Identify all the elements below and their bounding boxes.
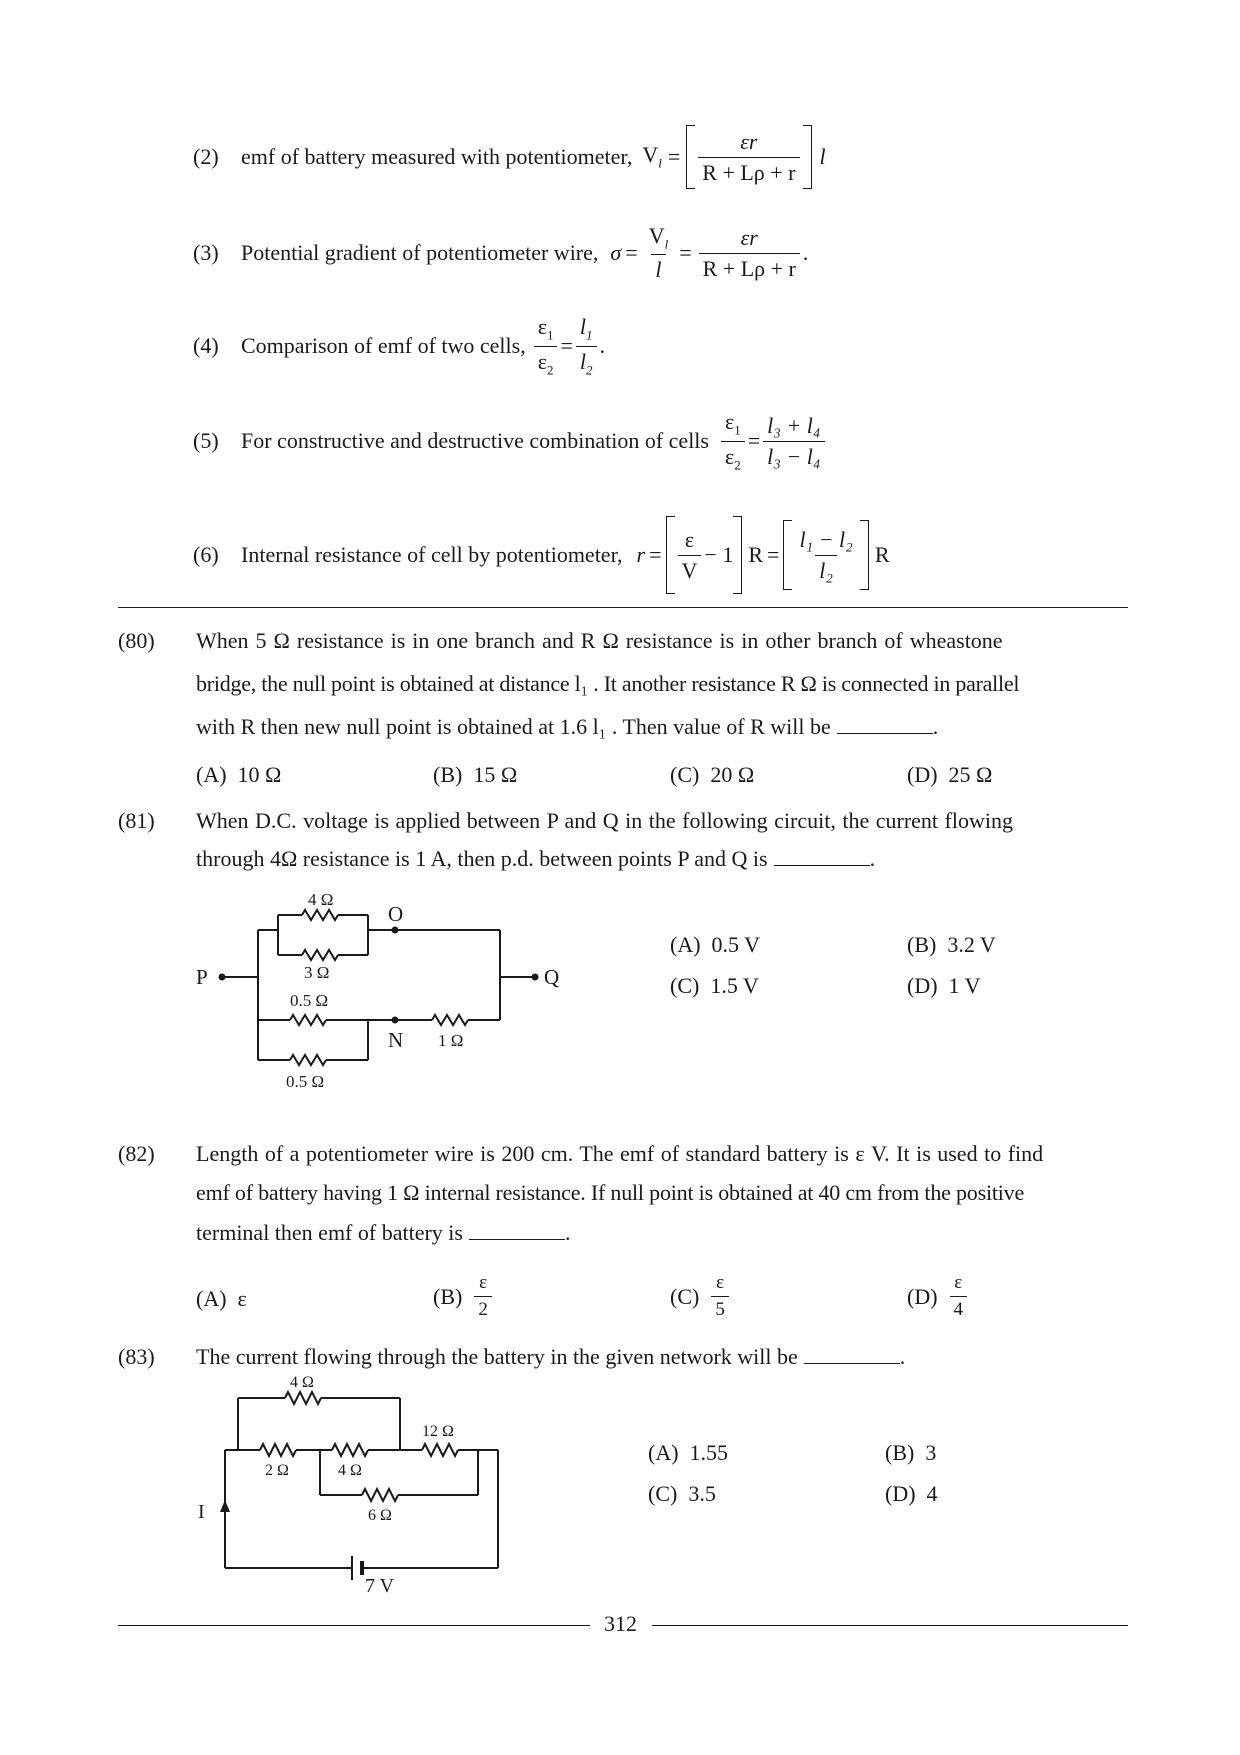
formula-5-number: (5) (193, 428, 219, 453)
question-82-option-a[interactable]: (A) ε (196, 1286, 247, 1311)
left-bracket (666, 516, 675, 594)
circuit-diagram-83 (190, 1370, 520, 1595)
answer-blank (469, 1239, 565, 1240)
resistor-label-12-ohm: 12 Ω (422, 1423, 454, 1440)
minus-one: − 1 (704, 542, 734, 567)
footer-rule-right (652, 1625, 1128, 1626)
question-80-number: (80) (118, 628, 155, 653)
formula-2-tail: l (819, 144, 826, 169)
question-80-option-d[interactable]: (D) 25 Ω (907, 762, 993, 787)
question-83-number: (83) (118, 1344, 155, 1369)
battery-label: 7 V (365, 1575, 395, 1595)
formula-4-tail: . (599, 333, 606, 358)
resistor-label-0-5-ohm-bottom: 0.5 Ω (286, 1072, 325, 1091)
formula-3-number: (3) (193, 240, 219, 265)
left-bracket (783, 520, 792, 590)
formula-4-length-ratio: $\frac{l_1}{l_2}$ (576, 314, 597, 378)
question-83-line-1: The current flowing through the battery in the given network will be . (196, 1344, 906, 1369)
question-82-line-2: emf of battery having 1 Ω internal resistance. If null point is obtained at 40 cm from the positive (196, 1180, 1025, 1205)
question-81-option-c[interactable]: (C) 1.5 V (670, 973, 759, 998)
question-80-option-c[interactable]: (C) 20 Ω (670, 762, 755, 787)
answer-blank (774, 865, 870, 866)
question-82-option-b[interactable]: (B) $\frac{\varepsilon}{2}$ (433, 1272, 495, 1321)
terminal-q-label: Q (544, 965, 560, 989)
formula-3-text: Potential gradient of potentiometer wire, (241, 240, 599, 265)
formula-2-fraction (698, 129, 799, 186)
circuit-diagram-81 (190, 885, 580, 1095)
footer-rule-left (118, 1625, 590, 1626)
question-82-number: (82) (118, 1141, 155, 1166)
question-80-option-a[interactable]: (A) 10 Ω (196, 762, 282, 787)
fraction-denominator: R + Lρ + r (698, 157, 799, 186)
sigma-symbol: σ (610, 240, 622, 265)
formula-2-number: (2) (193, 144, 219, 169)
question-82-option-c[interactable]: (C) $\frac{\varepsilon}{5}$ (670, 1272, 732, 1321)
question-80-line-2: bridge, the null point is obtained at distance l₁ . It another resistance R Ω is connected in parallel (196, 671, 1020, 696)
formula-4 (193, 315, 605, 377)
formula-4-text: Comparison of emf of two cells, (241, 333, 526, 358)
fraction-numerator: εr (740, 128, 758, 154)
resistor-label-1-ohm: 1 Ω (438, 1031, 464, 1050)
question-81-option-b[interactable]: (B) 3.2 V (907, 932, 996, 957)
resistor-label-0-5-ohm-top: 0.5 Ω (290, 991, 329, 1010)
question-83-option-b[interactable]: (B) 3 (885, 1440, 937, 1465)
question-82-line-3: terminal then emf of battery is . (196, 1220, 571, 1245)
formula-3-tail: . (802, 240, 809, 265)
resistor-label-4-ohm-top: 4 Ω (290, 1374, 314, 1391)
formula-3 (193, 222, 808, 284)
formula-3-fraction: $\frac{\varepsilon r}{R + L\rho + r}$ (699, 225, 800, 282)
answer-blank (804, 1363, 900, 1364)
formula-6-number: (6) (193, 542, 219, 567)
section-divider (118, 607, 1128, 608)
equals-sign: = (625, 240, 638, 265)
resistor-label-3-ohm: 3 Ω (304, 963, 330, 982)
formula-2 (193, 120, 826, 194)
formula-5-length-ratio: $\frac{\text{l₃ + l₄}}{\text{l₃ − l₄}}$ (763, 413, 824, 470)
question-83-option-a[interactable]: (A) 1.55 (648, 1440, 729, 1465)
question-80-option-b[interactable]: (B) 15 Ω (433, 762, 518, 787)
formula-2-text: emf of battery measured with potentiometer, (241, 144, 633, 169)
question-82-line-1: Length of a potentiometer wire is 200 cm. The emf of standard battery is ε V. It is used to find (196, 1141, 1044, 1166)
question-81-option-a[interactable]: (A) 0.5 V (670, 932, 761, 957)
r-symbol: r (636, 542, 646, 567)
equals-sign: = (767, 542, 780, 567)
formula-6-e-over-v: $\frac{\varepsilon}{V}$ (678, 527, 702, 584)
question-81-option-d[interactable]: (D) 1 V (907, 973, 981, 998)
formula-5-emf-ratio: $\frac{\varepsilon_1}{\varepsilon_2}$ (721, 409, 745, 473)
question-81-number: (81) (118, 808, 155, 833)
page-number: 312 (604, 1611, 637, 1636)
right-bracket (803, 125, 812, 189)
terminal-p-label: P (196, 965, 208, 989)
node-o-label: O (388, 902, 404, 926)
formula-6-length-ratio: $\frac{\text{l₁ − l₂}}{\text{l₂}}$ (799, 526, 853, 583)
formula-6 (193, 515, 890, 595)
question-81-line-2: through 4Ω resistance is 1 A, then p.d. between points P and Q is . (196, 846, 876, 871)
question-83-option-c[interactable]: (C) 3.5 (648, 1481, 716, 1506)
resistor-label-6-ohm: 6 Ω (368, 1507, 392, 1524)
equals-sign: = (679, 240, 692, 265)
formula-5-text: For constructive and destructive combination of cells (241, 428, 709, 453)
formula-6-text: Internal resistance of cell by potentiometer, (241, 542, 623, 567)
current-arrow-icon (220, 1500, 230, 1512)
question-82-option-d[interactable]: (D) $\frac{\varepsilon}{4}$ (907, 1272, 970, 1321)
current-label: I (198, 1501, 205, 1523)
answer-blank (837, 733, 933, 734)
resistor-label-4-ohm: 4 Ω (308, 890, 334, 909)
resistor-label-4-ohm-mid: 4 Ω (338, 1462, 362, 1479)
question-80-line-3: with R then new null point is obtained at 1.6 l₁ . Then value of R will be . (196, 714, 939, 739)
formula-5 (193, 410, 828, 472)
right-bracket (860, 520, 869, 590)
node-n-label: N (388, 1028, 404, 1052)
formula-4-emf-ratio: $\frac{\varepsilon_1}{\varepsilon_2}$ (534, 314, 558, 378)
resistance-symbol: R (748, 542, 764, 567)
question-81-line-1: When D.C. voltage is applied between P and Q in the following circuit, the current flowing (196, 808, 1013, 833)
formula-2-lhs: $V_l$ (642, 142, 662, 171)
equals-sign: = (667, 144, 681, 169)
formula-4-number: (4) (193, 333, 219, 358)
equals-sign: = (560, 333, 573, 358)
left-bracket (686, 125, 695, 189)
right-bracket (733, 516, 742, 594)
resistance-symbol: R (874, 542, 890, 567)
equals-sign: = (649, 542, 662, 567)
formula-3-v-over-l: $\frac{V_l}{l}$ (648, 222, 669, 283)
question-83-option-d[interactable]: (D) 4 (885, 1481, 938, 1506)
resistor-label-2-ohm: 2 Ω (265, 1462, 289, 1479)
equals-sign: = (747, 428, 761, 453)
question-80-line-1: When 5 Ω resistance is in one branch and R Ω resistance is in other branch of wheastone (196, 628, 1003, 653)
